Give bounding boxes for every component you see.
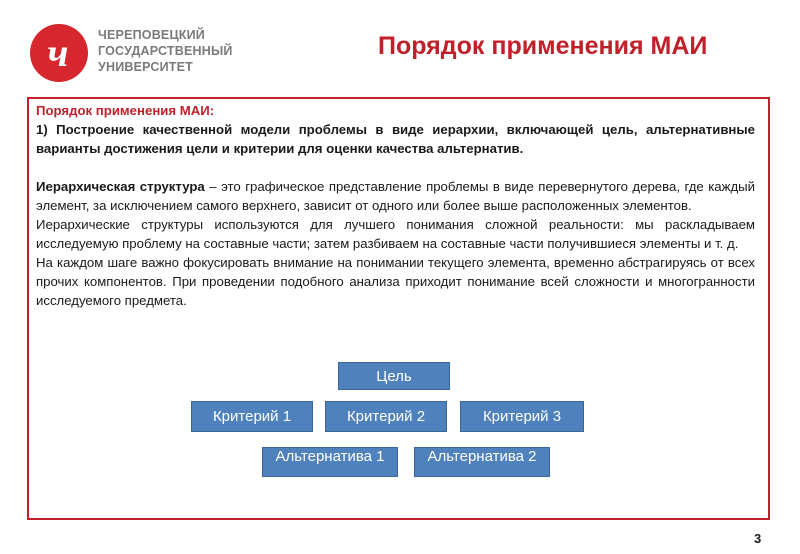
page-number: 3: [754, 531, 762, 546]
definition-text: – это графическое представление проблемы в виде перевернутого дерева, где каждый элемент, за исключением самого верхнего, зависит от одного или более выше расположенных элементов.: [36, 179, 755, 213]
alternative-node-2: Альтернатива 2: [414, 447, 550, 477]
university-logo: [28, 22, 90, 84]
university-name-line: ЧЕРЕПОВЕЦКИЙ: [98, 28, 205, 42]
criterion-node-3: Критерий 3: [460, 401, 584, 432]
logo-letter: ч: [47, 30, 69, 75]
university-name-line: ГОСУДАРСТВЕННЫЙ: [98, 44, 233, 58]
criterion-node-2: Критерий 2: [325, 401, 447, 432]
alternative-node-1: Альтернатива 1: [262, 447, 398, 477]
university-name: [98, 27, 233, 75]
university-name-line: УНИВЕРСИТЕТ: [98, 60, 193, 74]
goal-node: Цель: [338, 362, 450, 390]
step-1: 1) Построение качественной модели проблемы в виде иерархии, включающей цель, альтернативные варианты достижения цели и критерии для оценки качества альтернатив.: [36, 122, 755, 156]
content-heading: Порядок применения МАИ:: [36, 103, 215, 118]
content-text: [36, 101, 755, 310]
paragraph-3: На каждом шаге важно фокусировать внимание на понимании текущего элемента, временно абстрагируясь от всех прочих компонентов. При проведении подобного анализа приходит понимание всей сложности и многогранности исследуемого предмета.: [36, 255, 755, 308]
slide-title: Порядок применения МАИ: [378, 32, 708, 60]
paragraph-2: Иерархические структуры используются для лучшего понимания сложной реальности: мы раскладываем исследуемую проблему на составные части; затем разбиваем на составные части получившиеся элементы и т. д.: [36, 217, 755, 251]
criterion-node-1: Критерий 1: [191, 401, 313, 432]
definition-paragraph: [36, 177, 755, 215]
definition-term: Иерархическая структура: [36, 179, 205, 194]
